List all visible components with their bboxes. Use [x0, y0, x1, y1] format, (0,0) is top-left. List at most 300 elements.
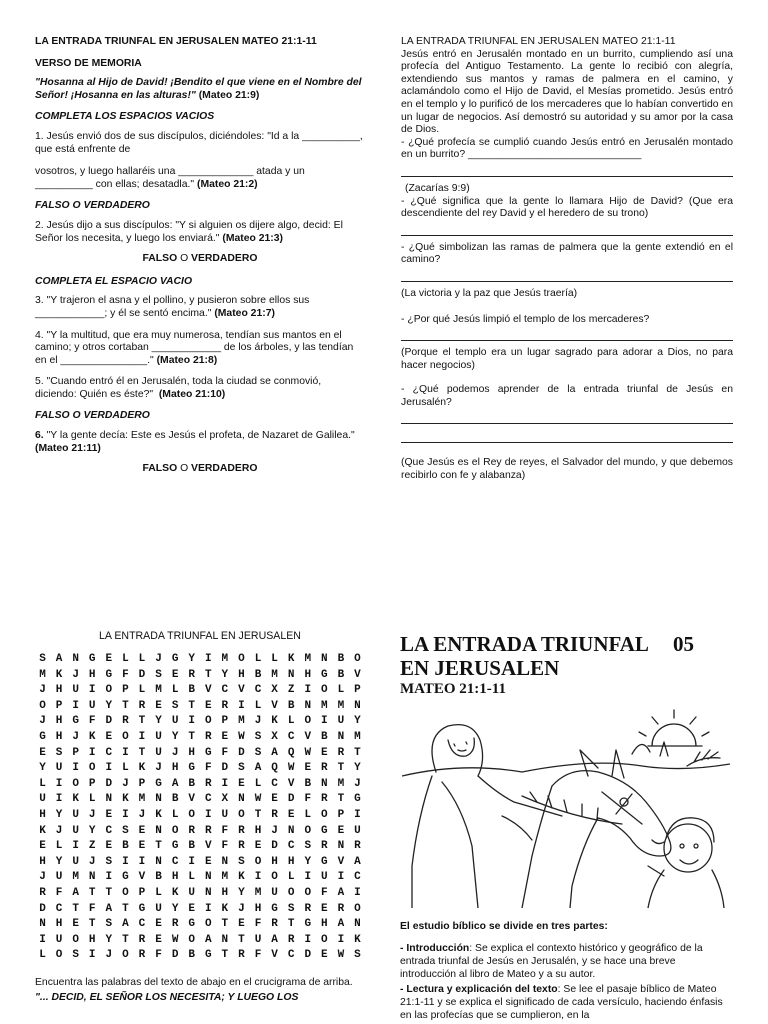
grid-letter: I: [72, 699, 79, 712]
grid-letter: L: [337, 684, 345, 697]
grid-letter: I: [204, 653, 212, 665]
grid-letter: R: [204, 730, 212, 743]
grid-letter: B: [188, 777, 195, 790]
grid-letter: G: [204, 949, 212, 962]
grid-letter: U: [171, 715, 179, 728]
question-2: [35, 220, 365, 245]
grid-letter: K: [72, 793, 79, 806]
grid-letter: E: [238, 918, 245, 931]
cover-title: [400, 632, 730, 680]
grid-letter: B: [188, 684, 195, 697]
grid-letter: E: [321, 902, 328, 915]
grid-letter: H: [55, 918, 63, 931]
grid-letter: K: [287, 653, 295, 665]
grid-letter: G: [304, 918, 312, 931]
grid-letter: I: [72, 840, 79, 853]
grid-letter: N: [304, 699, 312, 712]
grid-letter: P: [221, 715, 229, 728]
grid-row: [35, 714, 365, 730]
grid-letter: R: [122, 715, 129, 728]
grid-letter: Q: [287, 746, 295, 759]
grid-letter: O: [238, 653, 245, 665]
grid-letter: R: [271, 918, 278, 931]
grid-letter: V: [287, 777, 295, 790]
memory-verse: [35, 77, 365, 102]
grid-letter: E: [155, 918, 162, 931]
grid-letter: G: [354, 793, 361, 806]
grid-letter: Y: [238, 886, 245, 899]
grid-letter: L: [155, 886, 162, 899]
grid-letter: U: [55, 933, 63, 946]
grid-letter: T: [221, 918, 229, 931]
grid-letter: O: [122, 886, 129, 899]
question-6: [35, 430, 365, 455]
grid-letter: H: [88, 668, 96, 681]
grid-letter: M: [321, 699, 328, 712]
grid-letter: J: [88, 855, 96, 868]
grid-letter: K: [221, 902, 229, 915]
grid-letter: I: [72, 762, 79, 775]
grid-letter: W: [254, 793, 262, 806]
grid-letter: Y: [39, 762, 46, 775]
grid-letter: M: [304, 653, 312, 665]
grid-letter: O: [304, 715, 312, 728]
grid-letter: S: [238, 762, 245, 775]
grid-letter: V: [138, 871, 146, 884]
grid-letter: O: [72, 933, 79, 946]
grid-letter: J: [254, 715, 262, 728]
grid-letter: F: [304, 793, 312, 806]
grid-letter: V: [304, 730, 312, 743]
grid-letter: L: [122, 653, 129, 665]
grid-letter: R: [138, 699, 146, 712]
grid-letter: Q: [271, 762, 278, 775]
grid-letter: N: [287, 824, 295, 837]
grid-letter: U: [88, 699, 96, 712]
grid-letter: C: [138, 918, 146, 931]
grid-letter: W: [171, 933, 179, 946]
answer-line: [401, 411, 733, 424]
grid-letter: G: [72, 715, 79, 728]
grid-letter: C: [105, 824, 113, 837]
true-false-choice-2: [35, 463, 365, 476]
question-3-ref: (Mateo 21:7): [214, 307, 275, 319]
grid-letter: E: [105, 653, 113, 665]
grid-letter: B: [337, 668, 345, 681]
grid-row: [35, 870, 365, 886]
grid-letter: I: [204, 902, 212, 915]
discussion-question-1: - ¿Qué profecía se cumplió cuando Jesús entró en Jerusalén montado en un burrito? ______________________________: [401, 136, 733, 161]
section-fill-blank: COMPLETA EL ESPACIO VACIO: [35, 275, 193, 287]
grid-letter: B: [155, 871, 162, 884]
grid-letter: I: [55, 793, 63, 806]
grid-letter: L: [39, 949, 46, 962]
grid-letter: L: [271, 653, 278, 665]
grid-letter: L: [287, 715, 295, 728]
grid-letter: T: [354, 746, 361, 759]
memory-verse-ref: (Mateo 21:9): [198, 89, 260, 101]
grid-letter: P: [337, 808, 345, 821]
grid-letter: O: [204, 715, 212, 728]
grid-row: [35, 683, 365, 699]
grid-letter: C: [354, 871, 361, 884]
grid-letter: H: [188, 746, 195, 759]
discussion-title: LA ENTRADA TRIUNFAL EN JERUSALEN MATEO 21:1-11: [401, 36, 676, 47]
grid-letter: I: [337, 871, 345, 884]
study-reading-text: : Se lee el pasaje bíblico de Mateo 21:1-11 y se explica el significado de cada versículo, haciendo énfasis en las profecías que se cumplieron, en la: [400, 984, 723, 1021]
grid-letter: O: [354, 902, 361, 915]
puzzle-quote: "... DECID, EL SEÑOR LOS NECESITA; Y LUEGO LOS: [35, 992, 299, 1003]
grid-letter: I: [88, 684, 96, 697]
grid-letter: O: [271, 871, 278, 884]
grid-letter: U: [337, 715, 345, 728]
grid-row: [35, 886, 365, 902]
grid-letter: S: [105, 918, 113, 931]
puzzle-instructions-block: [35, 976, 355, 1004]
word-search-grid: [35, 652, 365, 964]
grid-letter: J: [155, 762, 162, 775]
grid-letter: S: [171, 699, 179, 712]
grid-letter: I: [304, 933, 312, 946]
discussion-answer-1: (Zacarías 9:9): [405, 182, 470, 194]
question-4-text: 4. "Y la multitud, que era muy numerosa, tendían sus mantos en el camino; y otros cortaban ____________ de los árboles, y las tendían en el _______________.": [35, 329, 354, 366]
grid-letter: V: [271, 949, 278, 962]
grid-letter: F: [55, 886, 63, 899]
grid-letter: G: [204, 746, 212, 759]
memory-verse-text: "Hosanna al Hijo de David! ¡Bendito el que viene en el Nombre del Señor! ¡Hosanna en las alturas!": [35, 77, 362, 101]
grid-letter: F: [88, 715, 96, 728]
verdadero-label: VERDADERO: [191, 463, 258, 475]
grid-letter: J: [171, 746, 179, 759]
question-6-text: "Y la gente decía: Este es Jesús el profeta, de Nazaret de Galilea.": [46, 430, 355, 442]
grid-row: [35, 792, 365, 808]
grid-letter: O: [304, 886, 312, 899]
grid-letter: A: [105, 902, 113, 915]
answer-line: [401, 223, 733, 236]
grid-letter: I: [122, 746, 129, 759]
grid-letter: A: [271, 746, 278, 759]
grid-letter: I: [122, 808, 129, 821]
grid-letter: E: [221, 730, 229, 743]
discussion-question-3: - ¿Qué simbolizan las ramas de palmera que la gente extendió en el camino?: [401, 241, 733, 266]
grid-letter: O: [321, 808, 328, 821]
grid-letter: F: [88, 902, 96, 915]
grid-letter: T: [155, 840, 162, 853]
grid-letter: O: [122, 730, 129, 743]
grid-letter: E: [105, 840, 113, 853]
grid-letter: T: [138, 746, 146, 759]
grid-letter: H: [39, 855, 46, 868]
grid-row: [35, 917, 365, 933]
grid-letter: I: [354, 808, 361, 821]
grid-letter: Z: [88, 840, 96, 853]
grid-letter: G: [155, 777, 162, 790]
grid-letter: Y: [188, 653, 195, 665]
grid-letter: S: [72, 949, 79, 962]
grid-letter: I: [254, 871, 262, 884]
grid-letter: N: [221, 933, 229, 946]
grid-letter: A: [271, 933, 278, 946]
grid-letter: S: [55, 746, 63, 759]
worksheet-title: LA ENTRADA TRIUNFAL EN JERUSALEN MATEO 21:1-11: [35, 36, 317, 47]
grid-letter: U: [72, 684, 79, 697]
grid-letter: P: [55, 699, 63, 712]
grid-letter: T: [122, 699, 129, 712]
grid-letter: U: [221, 808, 229, 821]
grid-letter: T: [88, 886, 96, 899]
grid-letter: E: [271, 793, 278, 806]
grid-letter: H: [55, 684, 63, 697]
grid-letter: G: [188, 918, 195, 931]
grid-letter: O: [55, 949, 63, 962]
grid-letter: L: [254, 777, 262, 790]
grid-letter: M: [221, 871, 229, 884]
grid-letter: O: [354, 653, 361, 665]
grid-letter: R: [354, 840, 361, 853]
grid-letter: C: [287, 949, 295, 962]
answer-line: [401, 430, 733, 443]
grid-row: [35, 948, 365, 964]
section-fill-blanks: COMPLETA LOS ESPACIOS VACIOS: [35, 111, 215, 123]
grid-letter: C: [221, 684, 229, 697]
question-4: [35, 330, 365, 368]
grid-letter: R: [204, 777, 212, 790]
study-reading: [400, 983, 732, 1022]
grid-letter: M: [138, 793, 146, 806]
section-true-false-2: FALSO O VERDADERO: [35, 410, 150, 422]
grid-letter: P: [72, 746, 79, 759]
grid-letter: J: [238, 902, 245, 915]
question-2-ref: (Mateo 21:3): [222, 232, 283, 244]
grid-letter: T: [122, 933, 129, 946]
grid-letter: I: [337, 933, 345, 946]
grid-letter: Y: [155, 715, 162, 728]
grid-letter: J: [271, 824, 278, 837]
grid-letter: U: [271, 886, 278, 899]
grid-letter: V: [337, 855, 345, 868]
grid-letter: J: [155, 653, 162, 665]
grid-letter: M: [254, 886, 262, 899]
grid-letter: T: [337, 762, 345, 775]
grid-letter: E: [39, 840, 46, 853]
grid-letter: A: [122, 918, 129, 931]
discussion-answer-5: (Que Jesús es el Rey de reyes, el Salvador del mundo, y que debemos recibirlo con fe y alabanza): [401, 457, 733, 482]
grid-letter: V: [188, 793, 195, 806]
study-intro: [400, 942, 732, 981]
grid-letter: A: [72, 886, 79, 899]
grid-letter: P: [138, 777, 146, 790]
grid-row: [35, 933, 365, 949]
grid-letter: D: [287, 793, 295, 806]
grid-letter: R: [321, 840, 328, 853]
question-5: [35, 376, 365, 401]
grid-letter: L: [122, 762, 129, 775]
puzzle-title: LA ENTRADA TRIUNFAL EN JERUSALEN: [99, 630, 301, 642]
grid-letter: L: [138, 684, 146, 697]
grid-letter: I: [88, 746, 96, 759]
grid-row: [35, 668, 365, 684]
grid-letter: T: [221, 949, 229, 962]
grid-letter: D: [271, 840, 278, 853]
grid-letter: C: [105, 746, 113, 759]
grid-letter: L: [138, 653, 146, 665]
grid-letter: N: [287, 668, 295, 681]
grid-letter: G: [39, 730, 46, 743]
grid-letter: O: [254, 855, 262, 868]
grid-letter: R: [138, 933, 146, 946]
grid-letter: B: [188, 949, 195, 962]
grid-letter: L: [88, 793, 96, 806]
grid-letter: L: [287, 871, 295, 884]
grid-letter: R: [337, 902, 345, 915]
question-1b: [35, 166, 365, 191]
grid-letter: M: [337, 777, 345, 790]
question-4-ref: (Mateo 21:8): [156, 354, 218, 366]
grid-letter: Y: [105, 699, 113, 712]
grid-letter: H: [304, 668, 312, 681]
grid-letter: H: [55, 730, 63, 743]
grid-letter: M: [354, 730, 361, 743]
grid-letter: H: [254, 824, 262, 837]
grid-letter: I: [39, 933, 46, 946]
grid-letter: G: [105, 668, 113, 681]
grid-letter: J: [55, 824, 63, 837]
grid-letter: B: [287, 699, 295, 712]
grid-letter: J: [122, 777, 129, 790]
grid-letter: Y: [354, 715, 361, 728]
grid-letter: J: [88, 808, 96, 821]
study-description: [400, 920, 732, 1022]
grid-letter: E: [138, 824, 146, 837]
grid-letter: U: [254, 933, 262, 946]
grid-letter: O: [204, 918, 212, 931]
grid-letter: N: [321, 777, 328, 790]
grid-letter: T: [337, 793, 345, 806]
grid-letter: C: [271, 777, 278, 790]
question-3: [35, 295, 365, 320]
section-true-false-1: FALSO O VERDADERO: [35, 200, 150, 212]
grid-row: [35, 652, 365, 668]
grid-letter: I: [122, 855, 129, 868]
grid-letter: L: [188, 871, 195, 884]
grid-letter: X: [271, 730, 278, 743]
grid-letter: R: [238, 824, 245, 837]
grid-letter: I: [138, 730, 146, 743]
grid-letter: A: [337, 918, 345, 931]
grid-row: [35, 746, 365, 762]
study-heading: El estudio bíblico se divide en tres partes:: [400, 921, 608, 932]
grid-letter: N: [221, 855, 229, 868]
grid-letter: U: [188, 886, 195, 899]
grid-letter: T: [138, 715, 146, 728]
grid-letter: E: [204, 855, 212, 868]
grid-row: [35, 761, 365, 777]
grid-letter: M: [221, 653, 229, 665]
grid-letter: A: [337, 886, 345, 899]
grid-row: [35, 855, 365, 871]
grid-letter: S: [122, 824, 129, 837]
grid-letter: N: [204, 871, 212, 884]
grid-letter: N: [204, 886, 212, 899]
grid-letter: U: [55, 871, 63, 884]
grid-letter: L: [171, 808, 179, 821]
grid-letter: T: [122, 902, 129, 915]
grid-letter: Y: [221, 668, 229, 681]
grid-letter: O: [88, 762, 96, 775]
grid-letter: D: [105, 777, 113, 790]
grid-letter: T: [188, 730, 195, 743]
grid-letter: S: [155, 668, 162, 681]
grid-letter: R: [287, 933, 295, 946]
grid-letter: D: [304, 949, 312, 962]
grid-letter: U: [155, 902, 162, 915]
grid-letter: M: [238, 715, 245, 728]
grid-row: [35, 730, 365, 746]
grid-letter: S: [254, 730, 262, 743]
grid-letter: P: [354, 684, 361, 697]
grid-letter: P: [138, 886, 146, 899]
grid-letter: D: [39, 902, 46, 915]
grid-letter: D: [171, 949, 179, 962]
grid-letter: F: [221, 824, 229, 837]
grid-letter: U: [72, 855, 79, 868]
grid-letter: I: [304, 871, 312, 884]
grid-letter: G: [138, 902, 146, 915]
grid-letter: K: [138, 762, 146, 775]
memory-verse-heading: VERSO DE MEMORIA: [35, 57, 142, 69]
grid-letter: B: [188, 840, 195, 853]
grid-letter: E: [304, 762, 312, 775]
discussion-answer-3: (La victoria y la paz que Jesús traería): [401, 287, 578, 299]
falso-label: FALSO: [142, 463, 178, 475]
grid-letter: E: [188, 902, 195, 915]
grid-letter: D: [105, 715, 113, 728]
question-6-ref: (Mateo 21:11): [35, 442, 101, 454]
grid-letter: V: [204, 684, 212, 697]
grid-row: [35, 699, 365, 715]
grid-letter: G: [171, 653, 179, 665]
question-2-text: 2. Jesús dijo a sus discípulos: "Y si alguien os dijere algo, decid: El Señor los necesita, y luego los enviará.": [35, 219, 343, 244]
question-1-ref: (Mateo 21:2): [197, 178, 258, 190]
grid-letter: Y: [171, 730, 179, 743]
grid-letter: N: [337, 730, 345, 743]
grid-letter: N: [321, 653, 328, 665]
grid-letter: O: [122, 949, 129, 962]
grid-letter: K: [55, 668, 63, 681]
question-5-text: 5. "Cuando entró él en Jerusalén, toda la ciudad se conmovió, diciendo: Quién es éste?": [35, 376, 322, 400]
grid-letter: K: [171, 886, 179, 899]
grid-letter: R: [39, 886, 46, 899]
grid-letter: Y: [354, 762, 361, 775]
answer-line: [401, 164, 733, 177]
lesson-number: 05: [673, 632, 694, 656]
grid-letter: O: [105, 684, 113, 697]
falso-label: FALSO: [142, 253, 178, 265]
discussion-answer-4: (Porque el templo era un lugar sagrado para adorar a Dios, no para hacer negocios): [401, 347, 733, 371]
grid-letter: H: [238, 668, 245, 681]
grid-letter: N: [238, 793, 245, 806]
grid-letter: R: [238, 840, 245, 853]
grid-letter: F: [221, 840, 229, 853]
grid-letter: M: [337, 699, 345, 712]
grid-letter: C: [55, 902, 63, 915]
grid-row: [35, 777, 365, 793]
grid-letter: H: [171, 762, 179, 775]
cover-title-line-2: EN JERUSALEN: [400, 656, 560, 680]
grid-letter: F: [155, 949, 162, 962]
grid-letter: O: [238, 808, 245, 821]
grid-letter: T: [287, 918, 295, 931]
